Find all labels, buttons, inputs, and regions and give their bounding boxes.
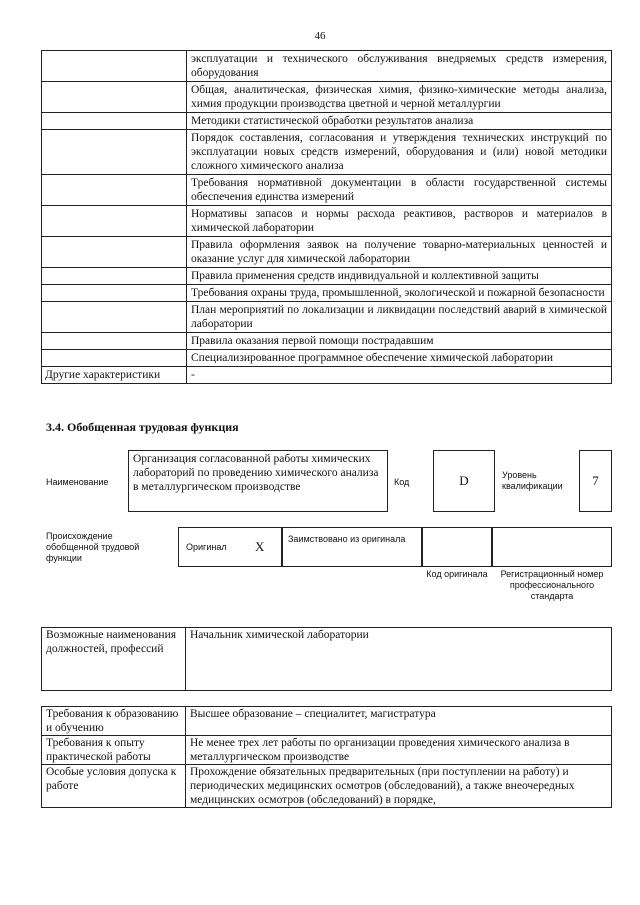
requirements-row-label <box>42 350 187 367</box>
borrowed-box <box>282 527 422 567</box>
requirements-row <box>42 175 612 206</box>
qualification-row <box>42 707 612 736</box>
requirements-row <box>42 82 612 113</box>
requirements-row-label: Другие характеристики <box>42 367 187 384</box>
requirements-row-text: Методики статистической обработки результатов анализа <box>187 113 612 130</box>
requirements-row <box>42 302 612 333</box>
page-number: 46 <box>314 30 326 42</box>
code-label: Код <box>394 477 410 487</box>
qualification-value: Прохождение обязательных предварительных (при поступлении на работу) и периодических медицинских осмотров (обследований), а также внеочередных медицинских осмотров (обследований) в порядке, <box>186 765 612 808</box>
requirements-row <box>42 237 612 268</box>
requirements-row-label <box>42 285 187 302</box>
requirements-row-label <box>42 302 187 333</box>
requirements-row-label <box>42 268 187 285</box>
level-value: 7 <box>592 473 599 488</box>
requirements-row-text: План мероприятий по локализации и ликвидации последствий аварий в химической лаборатории <box>187 302 612 333</box>
requirements-row <box>42 350 612 367</box>
requirements-row-label <box>42 237 187 268</box>
requirements-row-text: Общая, аналитическая, физическая химия, физико-химические методы анализа, химия продукции производства цветной и черной металлургии <box>187 82 612 113</box>
registration-caption: Регистрационный номер профессионального стандарта <box>500 569 604 601</box>
qualification-label: Требования к образованию и обучению <box>42 707 186 736</box>
original-label: Оригинал <box>186 542 227 552</box>
requirements-row <box>42 206 612 237</box>
requirements-row-text: Порядок составления, согласования и утверждения технических инструкций по эксплуатации новых средств измерений, оборудования и (или) новой методики сложного химического анализа <box>187 130 612 175</box>
origin-label: Происхождение обобщенной трудовой функции <box>46 531 140 563</box>
requirements-row <box>42 367 612 384</box>
requirements-row-label <box>42 113 187 130</box>
requirements-row-text: Нормативы запасов и нормы расхода реактивов, растворов и материалов в химической лаборатории <box>187 206 612 237</box>
original-mark: X <box>255 539 265 554</box>
requirements-row-label <box>42 130 187 175</box>
qualification-label: Особые условия допуска к работе <box>42 765 186 808</box>
requirements-row-text: Правила оформления заявок на получение товарно-материальных ценностей и оказание услуг для химической лаборатории <box>187 237 612 268</box>
name-label: Наименование <box>46 477 109 487</box>
code-value: D <box>459 473 469 488</box>
requirements-row-label <box>42 82 187 113</box>
original-code-box <box>422 527 492 567</box>
code-caption: Код оригинала <box>426 569 488 579</box>
requirements-row-text: Специализированное программное обеспечение химической лаборатории <box>187 350 612 367</box>
requirements-row-text: - <box>187 367 612 384</box>
function-name-box <box>128 450 388 512</box>
requirements-row-label <box>42 175 187 206</box>
qualification-row <box>42 765 612 808</box>
requirements-row <box>42 130 612 175</box>
requirements-row <box>42 51 612 82</box>
registration-box <box>492 527 612 567</box>
requirements-row-label <box>42 333 187 350</box>
qualification-value: Высшее образование – специалитет, магистратура <box>186 707 612 736</box>
requirements-row-text: Правила оказания первой помощи пострадавшим <box>187 333 612 350</box>
positions-row <box>42 628 612 691</box>
level-label: Уровень квалификации <box>502 470 563 491</box>
requirements-row <box>42 268 612 285</box>
qualification-value: Не менее трех лет работы по организации проведения химического анализа в металлургическом производстве <box>186 736 612 765</box>
requirements-row-text: Требования нормативной документации в области государственной системы обеспечения единства измерений <box>187 175 612 206</box>
requirements-row-text: эксплуатации и технического обслуживания внедряемых средств измерения, оборудования <box>187 51 612 82</box>
requirements-row-text: Правила применения средств индивидуальной и коллективной защиты <box>187 268 612 285</box>
qualifications-table <box>41 706 612 808</box>
borrowed-label: Заимствовано из оригинала <box>288 534 406 544</box>
requirements-row <box>42 113 612 130</box>
positions-value: Начальник химической лаборатории <box>186 628 612 691</box>
code-box <box>433 450 495 512</box>
positions-label: Возможные наименования должностей, профессий <box>42 628 186 691</box>
qualification-row <box>42 736 612 765</box>
level-box <box>579 450 612 512</box>
section-title: 3.4. Обобщенная трудовая функция <box>46 420 239 434</box>
qualification-label: Требования к опыту практической работы <box>42 736 186 765</box>
requirements-row <box>42 333 612 350</box>
requirements-row <box>42 285 612 302</box>
positions-table <box>41 627 612 691</box>
requirements-row-text: Требования охраны труда, промышленной, экологической и пожарной безопасности <box>187 285 612 302</box>
original-box <box>178 527 282 567</box>
function-name-value: Организация согласованной работы химических лабораторий по проведению химического анализа в металлургическом производстве <box>133 453 379 493</box>
requirements-row-label <box>42 206 187 237</box>
requirements-row-label <box>42 51 187 82</box>
requirements-table <box>41 50 612 384</box>
